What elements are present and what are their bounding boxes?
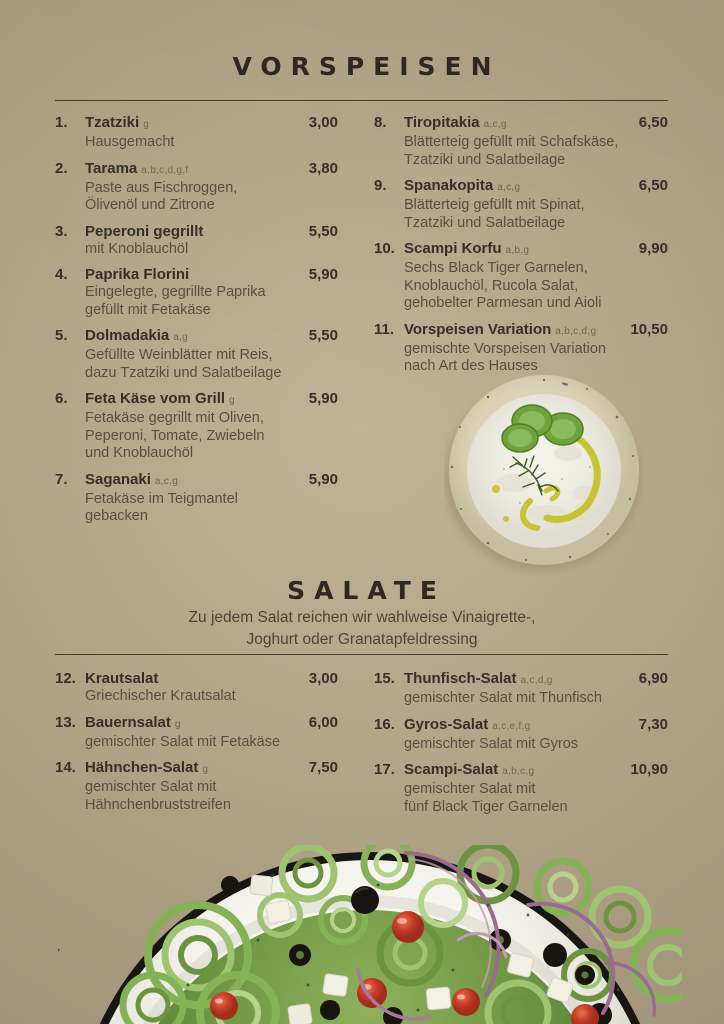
item-price: 6,50 [638,114,668,131]
menu-item [55,758,338,814]
section-title-vorspeisen: VORSPEISEN [232,52,501,81]
item-description-line: Hähnchenbruststreifen [85,796,231,813]
item-name: Saganaki [85,470,151,488]
item-description-line: gebacken [85,508,148,524]
item-name-line [404,715,668,736]
item-name-line [404,669,668,690]
menu-item [55,470,338,526]
menu-item [374,113,668,169]
item-description-line: Sechs Black Tiger Garnelen, [404,260,588,276]
item-name-line [404,760,668,781]
item-price: 3,00 [308,114,338,131]
item-name: Hähnchen-Salat [85,759,199,776]
section-divider [55,654,668,655]
item-allergens: a,c,e,f,g [492,720,531,732]
item-description-line: Eingelegte, gegrillte Paprika [85,284,266,300]
item-price: 5,50 [308,327,338,344]
item-price: 10,50 [630,320,668,338]
item-number: 9. [374,177,387,194]
item-allergens: a,c,d,g [520,675,553,686]
item-name: Feta Käse vom Grill [85,390,226,407]
item-description-line: Griechischer Krautsalat [85,688,236,704]
menu-item [55,113,338,152]
menu-item [55,159,338,215]
item-name-line [85,159,338,180]
item-name: Gyros-Salat [404,715,489,733]
item-name: Scampi-Salat [404,761,499,778]
item-description-line: Peperoni, Tomate, Zwiebeln [85,427,265,444]
item-name: Tzatziki [85,114,140,131]
item-name-line [85,713,338,734]
item-name: Spanakopita [404,177,494,194]
item-description-line: gemischte Vorspeisen Variation [404,340,607,357]
item-description-line: Knoblauchöl, Rucola Salat, [404,277,579,294]
subtitle-line: Joghurt oder Granatapfeldressing [246,631,478,648]
item-name: Paprika Florini [85,266,190,283]
item-name: Peperoni gegrillt [85,222,204,240]
item-price: 3,80 [308,159,338,177]
item-name: Bauernsalat [85,713,171,731]
item-number: 15. [374,670,395,687]
item-name: Vorspeisen Variation [404,320,552,338]
item-name: Krautsalat [85,670,159,687]
item-name-line [85,222,338,241]
item-price: 6,90 [638,670,668,687]
item-price: 5,90 [308,266,338,283]
item-number: 11. [374,320,395,338]
item-price: 5,90 [308,390,338,407]
menu-item [374,320,668,376]
salate-columns [55,669,668,823]
item-number: 3. [55,222,68,240]
menu-item [374,715,668,754]
item-allergens: a,g [173,332,189,343]
section-divider [55,100,668,101]
item-name-line [85,113,338,134]
menu-item [374,760,668,816]
item-description-line: mit Knoblauchöl [85,240,189,257]
menu-item [55,669,338,706]
item-name: Thunfisch-Salat [404,670,517,687]
item-name-line [404,239,668,260]
menu-column [55,669,338,823]
item-description-line: nach Art des Hauses [404,358,538,374]
item-description-line: gehobelter Parmesan und Aioli [404,295,602,311]
item-description-line: Hausgemacht [85,134,175,150]
item-description-line: gemischter Salat mit Fetakäse [85,733,281,750]
item-name: Tiropitakia [404,114,480,131]
item-allergens: g [143,119,150,130]
item-allergens: a,c,g [497,182,521,193]
item-description-line: Tzatziki und Salatbeilage [404,214,566,231]
item-price: 5,90 [308,470,338,488]
menu-item [374,239,668,313]
item-description-line: Blätterteig gefüllt mit Spinat, [404,197,585,213]
subtitle-line: Zu jedem Salat reichen wir wahlweise Vinaigrette-, [188,609,536,626]
item-price: 6,00 [308,713,338,731]
item-description-line: Blätterteig gefüllt mit Schafskäse, [404,134,619,150]
item-number: 17. [374,761,395,778]
item-name: Tarama [85,159,138,177]
item-number: 1. [55,114,68,131]
item-name-line [85,265,338,284]
item-name-line [404,176,668,197]
item-description-line: gemischter Salat mit Thunfisch [404,690,602,706]
item-description-line: dazu Tzatziki und Salatbeilage [85,364,282,381]
item-description-line: gemischter Salat mit [404,781,536,797]
item-number: 5. [55,327,68,344]
item-allergens: a,b,c,g [502,766,535,777]
item-description-line: gemischter Salat mit [85,779,217,795]
item-price: 10,90 [630,761,668,778]
item-description-line: Fetakäse im Teigmantel [85,490,238,507]
item-price: 9,90 [638,240,668,257]
item-allergens: a,c,g [483,119,507,130]
item-number: 6. [55,390,68,407]
item-number: 13. [55,713,76,731]
item-name-line [85,470,338,491]
item-name: Dolmadakia [85,327,170,344]
menu-column [374,669,668,823]
item-number: 12. [55,670,76,687]
item-description-line: gefüllt mit Fetakäse [85,301,211,318]
item-description-line: Ölivenöl und Zitrone [85,197,215,213]
item-price: 7,30 [638,715,668,733]
item-description-line: fünf Black Tiger Garnelen [404,798,568,815]
item-description-line: und Knoblauchöl [85,445,194,461]
item-price: 5,50 [308,222,338,240]
menu-column [55,113,338,533]
item-number: 14. [55,759,76,776]
item-allergens: a,c,g [154,475,179,487]
item-name-line [85,389,338,410]
menu-item [55,326,338,382]
item-price: 6,50 [638,177,668,194]
item-name-line [85,758,338,779]
item-name-line [404,113,668,134]
item-allergens: a,b,c,d,g [555,325,597,337]
item-name-line [85,326,338,347]
item-number: 8. [374,114,387,131]
menu-item [374,176,668,232]
section-title-salate: SALATE [287,576,446,605]
menu-item [374,669,668,708]
item-number: 16. [374,715,395,733]
item-number: 10. [374,240,395,257]
item-description-line: Paste aus Fischroggen, [85,179,238,196]
item-number: 4. [55,266,68,283]
item-allergens: a,b,g [505,245,530,256]
item-allergens: g [202,764,209,775]
menu-item [55,389,338,463]
item-description-line: Gefüllte Weinblätter mit Reis, [85,347,273,363]
item-price: 3,00 [308,670,338,687]
menu-item [55,713,338,752]
item-name-line [404,320,668,341]
item-name: Scampi Korfu [404,240,502,257]
menu-item [55,265,338,319]
salate-subtitle [0,607,724,651]
item-allergens: g [174,718,181,730]
item-allergens: g [229,395,235,406]
item-description-line: gemischter Salat mit Gyros [404,735,579,752]
item-description-line: Fetakäse gegrillt mit Oliven, [85,410,264,426]
item-allergens: a,b,c,d,g,f [141,164,189,176]
item-number: 7. [55,470,68,488]
item-number: 2. [55,159,68,177]
tzatziki-bowl-photo [444,371,648,573]
greek-salad-plate-photo [58,845,682,1024]
item-description-line: Tzatziki und Salatbeilage [404,151,566,168]
item-name-line [85,669,338,688]
menu-item [55,222,338,259]
item-price: 7,50 [308,759,338,776]
